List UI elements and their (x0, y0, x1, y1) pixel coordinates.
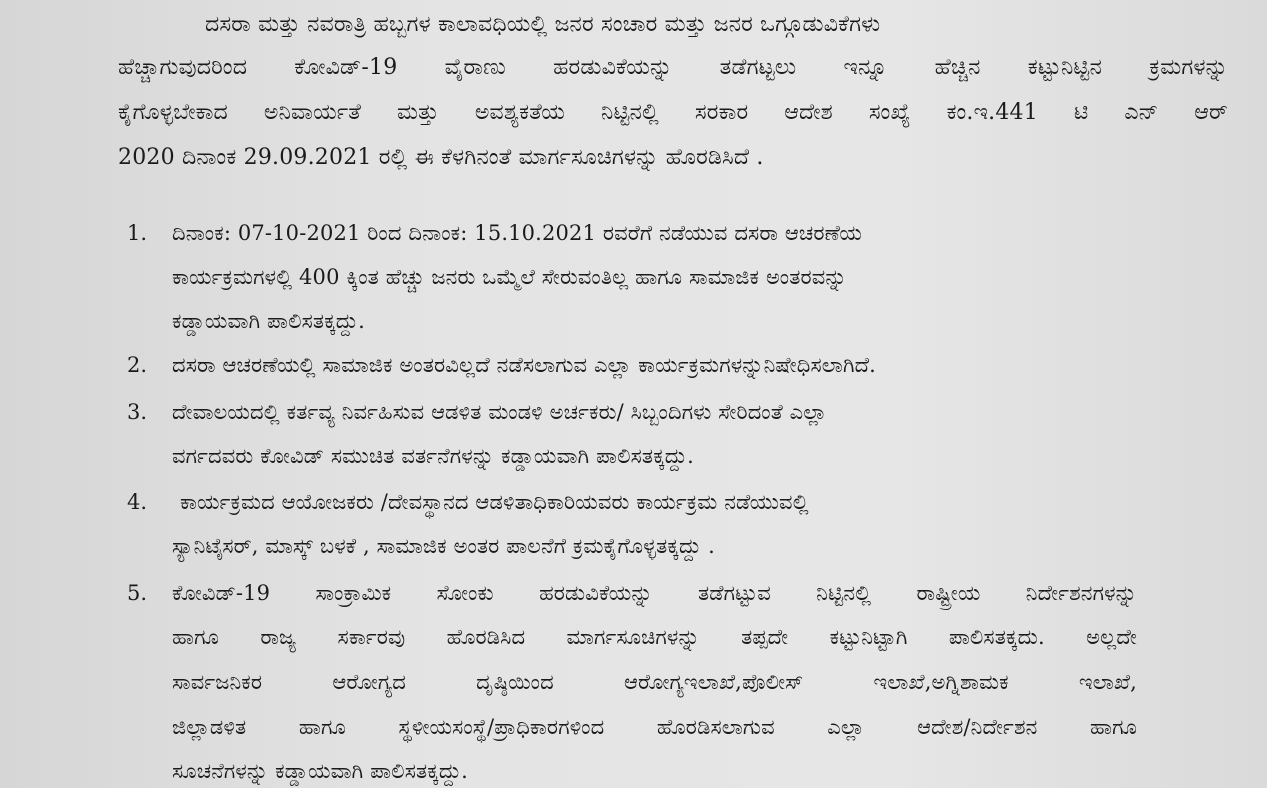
item-text-line: ಕೋವಿಡ್-19 ಸಾಂಕ್ರಾಮಿಕ ಸೋಂಕು ಹರಡುವಿಕೆಯನ್ನು ತಡೆಗಟ್ಟುವ ನಿಟ್ಟಿನಲ್ಲಿ ರಾಷ್ಟ್ರೀಯ ನಿರ್ದೇಶನಗಳನ್ನು (172, 581, 1137, 605)
item-text-line: ಹಾಗೂ ರಾಜ್ಯ ಸರ್ಕಾರವು ಹೊರಡಿಸಿದ ಮಾರ್ಗಸೂಚಿಗಳನ್ನು ತಪ್ಪದೇ ಕಟ್ಟುನಿಟ್ಟಾಗಿ ಪಾಲಿಸತಕ್ಕದು. ಅಲ್ಲದೇ (172, 625, 1137, 649)
item-number: 2. (127, 353, 148, 377)
intro-line: 2020 ದಿನಾಂಕ 29.09.2021 ರಲ್ಲಿ ಈ ಕೆಳಗಿನಂತೆ ಮಾರ್ಗಸೂಚಿಗಳನ್ನು ಹೊರಡಿಸಿದೆ . (118, 145, 764, 170)
item-text-line: ಸ್ಯಾನಿಟೈಸರ್, ಮಾಸ್ಕ್ ಬಳಕೆ , ಸಾಮಾಜಿಕ ಅಂತರ ಪಾಲನೆಗೆ ಕ್ರಮಕೈಗೊಳ್ಳತಕ್ಕದ್ದು . (172, 534, 715, 558)
item-number: 3. (127, 400, 148, 424)
item-text-line: ಜಿಲ್ಲಾಡಳಿತ ಹಾಗೂ ಸ್ಥಳೀಯಸಂಸ್ಥೆ/ಪ್ರಾಧಿಕಾರಗಳಿಂದ ಹೊರಡಿಸಲಾಗುವ ಎಲ್ಲಾ ಆದೇಶ/ನಿರ್ದೇಶನ ಹಾಗೂ (172, 715, 1137, 739)
item-text-line: ಸೂಚನೆಗಳನ್ನು ಕಡ್ಡಾಯವಾಗಿ ಪಾಲಿಸತಕ್ಕದ್ದು. (172, 759, 469, 783)
item-text-line: ಕಡ್ಡಾಯವಾಗಿ ಪಾಲಿಸತಕ್ಕದ್ದು. (172, 309, 365, 333)
intro-line: ದಸರಾ ಮತ್ತು ನವರಾತ್ರಿ ಹಬ್ಬಗಳ ಕಾಲಾವಧಿಯಲ್ಲಿ ಜನರ ಸಂಚಾರ ಮತ್ತು ಜನರ ಒಗ್ಗೂಡುವಿಕೆಗಳು (205, 12, 881, 37)
item-text-line: ವರ್ಗದವರು ಕೋವಿಡ್ ಸಮುಚಿತ ವರ್ತನೆಗಳನ್ನು ಕಡ್ಡಾಯವಾಗಿ ಪಾಲಿಸತಕ್ಕದ್ದು. (172, 444, 694, 468)
item-text-line: ಕಾರ್ಯಕ್ರಮಗಳಲ್ಲಿ 400 ಕ್ಕಿಂತ ಹೆಚ್ಚು ಜನರು ಒಮ್ಮೆಲೆ ಸೇರುವಂತಿಲ್ಲ ಹಾಗೂ ಸಾಮಾಜಿಕ ಅಂತರವನ್ನು (172, 265, 847, 289)
item-text-line: ದೇವಾಲಯದಲ್ಲಿ ಕರ್ತವ್ಯ ನಿರ್ವಹಿಸುವ ಆಡಳಿತ ಮಂಡಳಿ ಅರ್ಚಕರು/ ಸಿಬ್ಬಂದಿಗಳು ಸೇರಿದಂತೆ ಎಲ್ಲಾ (172, 400, 827, 424)
item-number: 1. (127, 221, 148, 245)
item-text-line: ಕಾರ್ಯಕ್ರಮದ ಆಯೋಜಕರು /ದೇವಸ್ಥಾನದ ಆಡಳಿತಾಧಿಕಾರಿಯವರು ಕಾರ್ಯಕ್ರಮ ನಡೆಯುವಲ್ಲಿ (180, 490, 809, 514)
intro-line: ಕೈಗೊಳ್ಳಬೇಕಾದ ಅನಿವಾರ್ಯತೆ ಮತ್ತು ಅವಶ್ಯಕತೆಯ ನಿಟ್ಟಿನಲ್ಲಿ ಸರಕಾರ ಆದೇಶ ಸಂಖ್ಯೆ ಕಂ.ಇ.441 ಟಿ ಎನ್ ಆರ್ (118, 100, 1228, 125)
item-number: 4. (127, 490, 148, 514)
item-text-line: ಸಾರ್ವಜನಿಕರ ಆರೋಗ್ಯದ ದೃಷ್ಠಿಯಿಂದ ಆರೋಗ್ಯಇಲಾಖೆ,ಪೊಲೀಸ್ ಇಲಾಖೆ,ಅಗ್ನಿಶಾಮಕ ಇಲಾಖೆ, (172, 670, 1137, 694)
item-text-line: ದಸರಾ ಆಚರಣೆಯಲ್ಲಿ ಸಾಮಾಜಿಕ ಅಂತರವಿಲ್ಲದೆ ನಡೆಸಲಾಗುವ ಎಲ್ಲಾ ಕಾರ್ಯಕ್ರಮಗಳನ್ನುನಿಷೇಧಿಸಲಾಗಿದೆ. (172, 353, 876, 377)
item-number: 5. (127, 581, 148, 605)
item-text-line: ದಿನಾಂಕ: 07-10-2021 ರಿಂದ ದಿನಾಂಕ: 15.10.2021 ರವರೆಗೆ ನಡೆಯುವ ದಸರಾ ಆಚರಣೆಯ (172, 221, 863, 245)
intro-line: ಹೆಚ್ಚಾಗುವುದರಿಂದ ಕೋವಿಡ್-19 ವೈರಾಣು ಹರಡುವಿಕೆಯನ್ನು ತಡೆಗಟ್ಟಲು ಇನ್ನೂ ಹೆಚ್ಚಿನ ಕಟ್ಟುನಿಟ್ಟಿನ ಕ್ರಮಗಳನ್ನು (118, 55, 1228, 80)
